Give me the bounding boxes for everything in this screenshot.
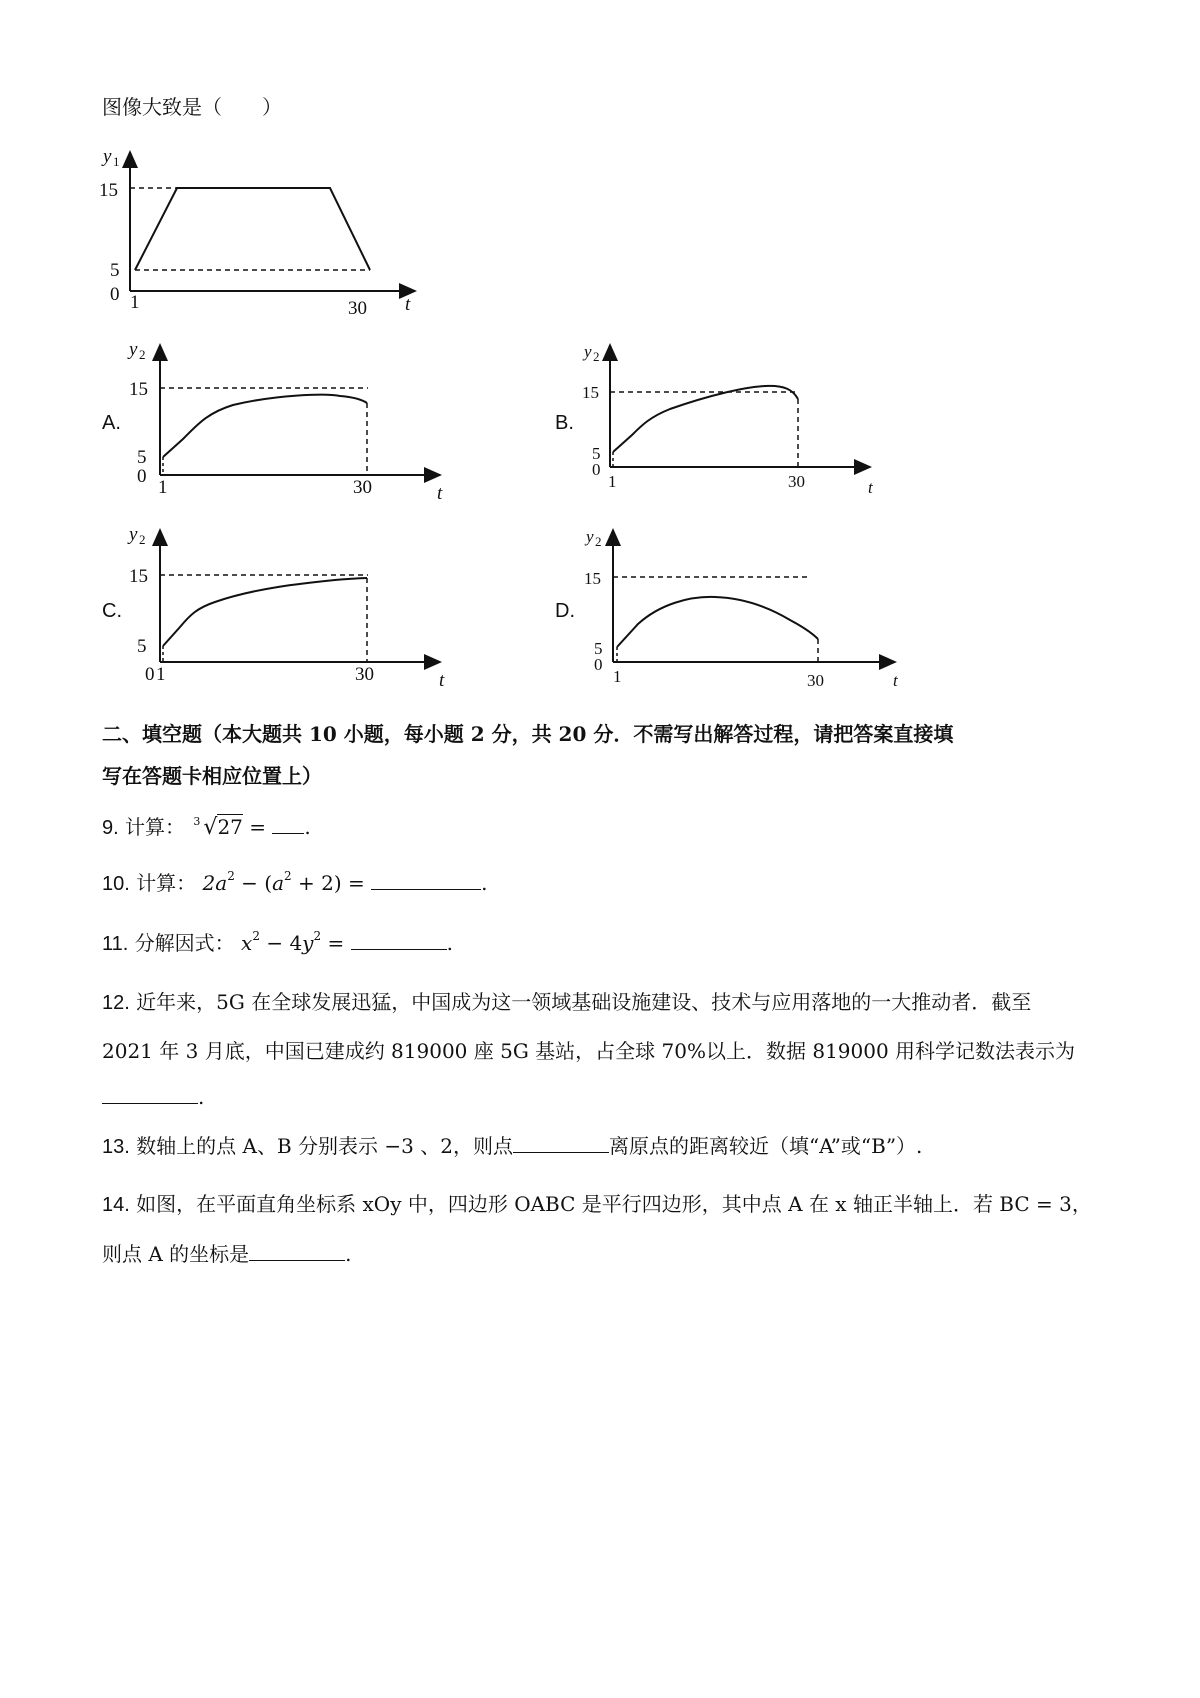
y-axis-label: y xyxy=(129,524,138,545)
x-axis-label: t xyxy=(893,671,898,690)
expr-term-a: 2a xyxy=(202,871,228,895)
equals-sign: = xyxy=(321,931,345,955)
expr-term-b: a xyxy=(272,871,285,895)
x-axis-label: t xyxy=(437,483,443,504)
graph-option-c[interactable] xyxy=(125,520,465,690)
y-axis-label: y xyxy=(129,339,138,360)
section-heading-line1: 二、填空题（本大题共 10 小题，每小题 2 分，共 20 分．不需写出解答过程，请把答案直接填 xyxy=(102,722,954,746)
tick-5: 5 xyxy=(137,636,147,657)
tick-30: 30 xyxy=(788,472,805,491)
tick-15: 15 xyxy=(582,383,599,402)
question-end: . xyxy=(198,1085,205,1109)
tick-30: 30 xyxy=(353,477,372,498)
tick-15: 15 xyxy=(129,566,148,587)
expr-x: x xyxy=(241,931,253,955)
question-12-line2: 2021 年 3 月底，中国已建成约 819000 座 5G 基站，占全球 70%以上．数据 819000 用科学记数法表示为 xyxy=(102,1039,1076,1063)
tick-30: 30 xyxy=(355,664,374,685)
option-b-label[interactable]: B. xyxy=(555,412,574,434)
tick-5: 5 xyxy=(594,639,603,658)
question-end: . xyxy=(481,871,488,895)
expr-tail: + 2) = xyxy=(291,871,365,895)
tick-5: 5 xyxy=(110,260,120,281)
origin-label: 0 xyxy=(137,466,147,487)
curve-d xyxy=(617,597,818,647)
answer-blank[interactable] xyxy=(272,815,304,834)
exponent: 2 xyxy=(227,869,235,883)
x-axis-label: t xyxy=(405,294,411,315)
question-14-line1 xyxy=(102,1192,1092,1217)
question-text-b: 离原点的距离较近（填“A”或“B”）. xyxy=(608,1134,923,1158)
question-label: 计算： xyxy=(136,871,197,895)
question-number: 13. xyxy=(102,1136,130,1158)
radicand: 27 xyxy=(217,815,243,839)
expr-y: y xyxy=(302,931,314,955)
curve-a xyxy=(163,395,367,457)
tick-1: 1 xyxy=(156,664,166,685)
tick-1: 1 xyxy=(613,667,622,686)
question-text-a: 数轴上的点 A、B 分别表示 −3 、2，则点 xyxy=(136,1134,513,1158)
y-axis-subscript: 2 xyxy=(593,349,600,364)
equals-sign: = xyxy=(249,815,267,839)
tick-15: 15 xyxy=(129,379,148,400)
y-axis-subscript: 1 xyxy=(113,154,120,169)
expr-minus: − ( xyxy=(234,871,273,895)
graph-option-b[interactable] xyxy=(580,335,900,505)
question-number: 11. xyxy=(102,933,129,955)
graph-y1 xyxy=(95,140,435,320)
option-d-label[interactable]: D. xyxy=(555,600,575,622)
question-label: 计算： xyxy=(125,815,186,839)
curve-c xyxy=(163,578,367,646)
option-a-label[interactable]: A. xyxy=(102,412,121,434)
y-axis-subscript: 2 xyxy=(595,534,602,549)
origin-label: 0 xyxy=(145,664,155,685)
origin-label: 0 xyxy=(594,655,603,674)
exponent: 2 xyxy=(313,929,322,943)
answer-blank[interactable] xyxy=(371,871,481,890)
tick-1: 1 xyxy=(608,472,617,491)
question-number: 12. xyxy=(102,992,130,1014)
x-axis-label: t xyxy=(439,670,445,690)
question-number: 14. xyxy=(102,1194,130,1216)
answer-blank[interactable] xyxy=(249,1242,345,1261)
graph-option-a[interactable] xyxy=(125,335,465,505)
question-12-answer xyxy=(102,1085,204,1109)
cube-root: 3 √27 xyxy=(191,815,242,840)
expr-mid: − 4 xyxy=(259,931,303,955)
x-axis-label: t xyxy=(868,478,873,497)
question-10 xyxy=(102,871,488,896)
question-14-line2 xyxy=(102,1242,352,1266)
graph-option-d[interactable] xyxy=(580,520,910,690)
tick-15: 15 xyxy=(584,569,601,588)
root-index: 3 xyxy=(193,815,201,828)
question-13 xyxy=(102,1134,922,1159)
y-axis-label: y xyxy=(103,146,112,167)
curve-b xyxy=(613,386,798,452)
question-text: 如图，在平面直角坐标系 xOy 中，四边形 OABC 是平行四边形，其中点 A 在 x 轴正半轴上．若 BC = 3， xyxy=(136,1192,1092,1216)
question-11 xyxy=(102,931,453,956)
section-heading-line2: 写在答题卡相应位置上） xyxy=(102,764,322,788)
origin-label: 0 xyxy=(592,460,601,479)
question-end: . xyxy=(446,931,453,955)
question-text: 近年来，5G 在全球发展迅猛，中国成为这一领域基础设施建设、技术与应用落地的一大推动者．截至 xyxy=(136,990,1032,1014)
answer-blank[interactable] xyxy=(513,1134,609,1153)
question-number: 10. xyxy=(102,873,130,895)
answer-blank[interactable] xyxy=(102,1085,198,1104)
question-stem-tail: 图像大致是（ ） xyxy=(102,95,282,119)
question-end: . xyxy=(345,1242,352,1266)
tick-30: 30 xyxy=(348,298,367,319)
y-axis-subscript: 2 xyxy=(139,347,146,362)
origin-label: 0 xyxy=(110,284,120,305)
trapezoid-curve xyxy=(135,188,370,270)
y-axis-label: y xyxy=(586,527,594,546)
tick-5: 5 xyxy=(137,447,147,468)
question-text: 则点 A 的坐标是 xyxy=(102,1242,250,1266)
y-axis-label: y xyxy=(584,342,592,361)
tick-30: 30 xyxy=(807,671,824,690)
question-number: 9. xyxy=(102,817,119,839)
tick-1: 1 xyxy=(130,292,140,313)
question-end: . xyxy=(304,815,311,839)
option-c-label[interactable]: C. xyxy=(102,600,122,622)
answer-blank[interactable] xyxy=(351,931,447,950)
tick-5: 5 xyxy=(592,444,601,463)
tick-1: 1 xyxy=(158,477,168,498)
question-12-line1 xyxy=(102,990,1031,1015)
tick-15: 15 xyxy=(99,180,118,201)
question-label: 分解因式： xyxy=(134,931,235,955)
question-9 xyxy=(102,815,311,840)
exponent: 2 xyxy=(284,869,292,883)
exponent: 2 xyxy=(252,929,260,943)
y-axis-subscript: 2 xyxy=(139,532,146,547)
